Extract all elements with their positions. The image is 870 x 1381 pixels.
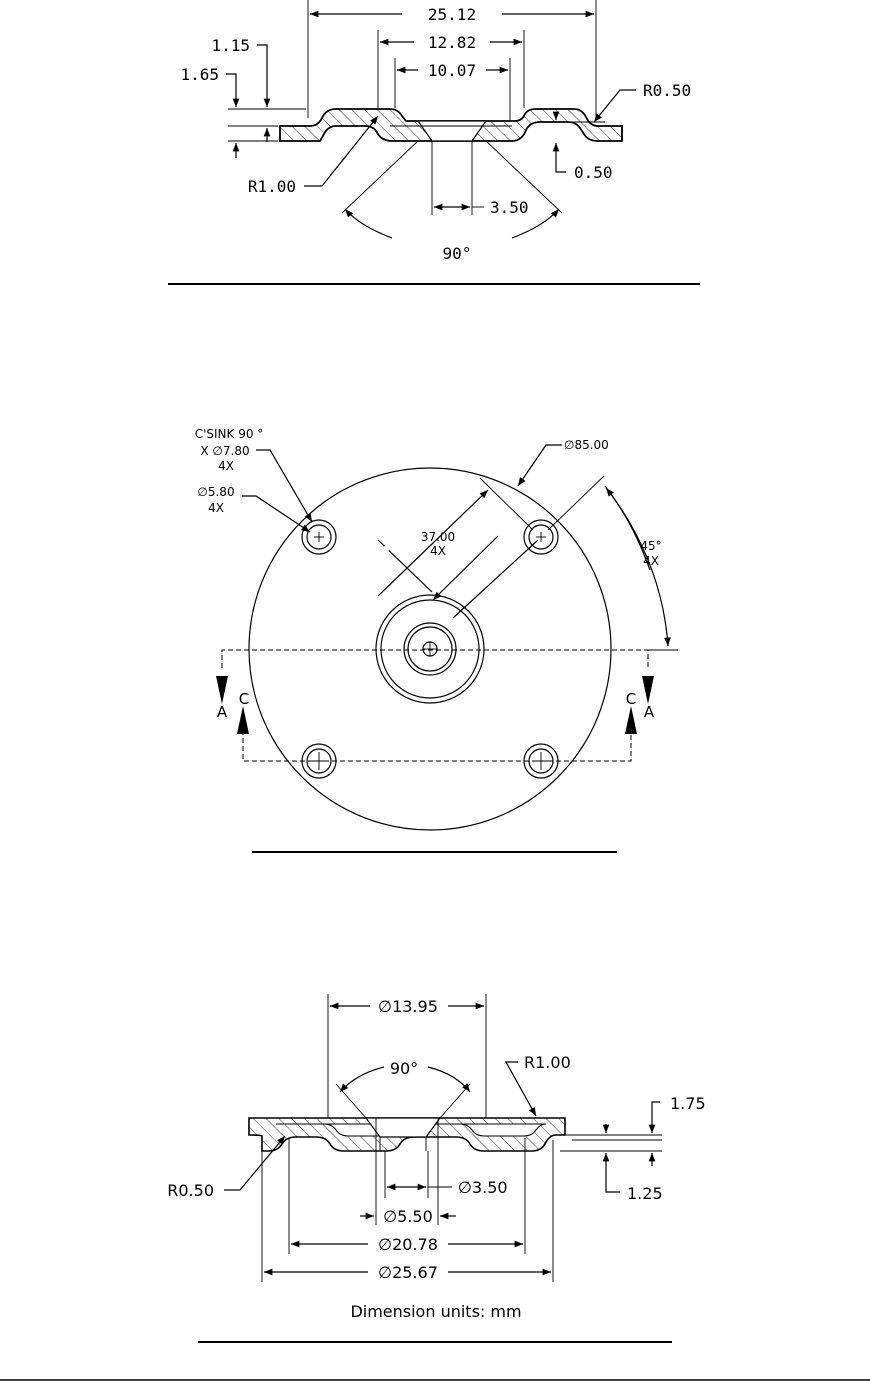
angle-90: 90° [389, 1059, 419, 1078]
dim-thk-top: 1.15 [211, 36, 250, 55]
thk-top: 1.75 [670, 1094, 706, 1113]
section-label-a-right: A [643, 703, 655, 721]
dia-top: ∅13.95 [378, 997, 438, 1016]
dia-csink: ∅5.50 [383, 1207, 433, 1226]
thk-bottom: 1.25 [627, 1184, 663, 1203]
csink-line2: X ∅7.80 [200, 444, 250, 458]
hole-qty: 4X [208, 501, 224, 515]
dim-thk-total: 1.65 [180, 65, 219, 84]
plan-hole-tl [302, 520, 336, 554]
dim-angle: 90° [442, 244, 472, 263]
angle-dim: 45° [640, 539, 662, 553]
dim-overall: 25.12 [427, 5, 477, 24]
pcd-dim: 37.00 [420, 530, 456, 544]
section-label-c-left: C [238, 690, 250, 708]
outer-diameter: ∅85.00 [564, 438, 609, 452]
dim-hole: 3.50 [490, 198, 529, 217]
plan-view [195, 427, 678, 852]
units-note: Dimension units: mm [350, 1302, 522, 1321]
hole-dia: ∅5.80 [197, 485, 235, 499]
r-inner: R0.50 [167, 1181, 214, 1200]
csink-line1: C'SINK 90 ° [194, 427, 264, 441]
r-outer: R1.00 [524, 1053, 571, 1072]
dia-outer: ∅25.67 [378, 1263, 438, 1282]
angle-qty: 4X [643, 554, 659, 568]
dim-r-outer: R0.50 [643, 81, 692, 100]
dia-mid: ∅20.78 [378, 1235, 438, 1254]
dim-thk: 0.50 [574, 163, 613, 182]
section-view-top [168, 0, 700, 284]
dim-mid: 12.82 [427, 33, 477, 52]
pcd-qty: 4X [430, 544, 446, 558]
section-label-c-right: C [625, 690, 637, 708]
dim-inner: 10.07 [427, 61, 477, 80]
dim-r-inner: R1.00 [247, 177, 296, 196]
section-label-a-left: A [216, 703, 228, 721]
csink-line3: 4X [218, 459, 234, 473]
dia-hole: ∅3.50 [458, 1178, 508, 1197]
section-view-bottom [167, 994, 705, 1342]
